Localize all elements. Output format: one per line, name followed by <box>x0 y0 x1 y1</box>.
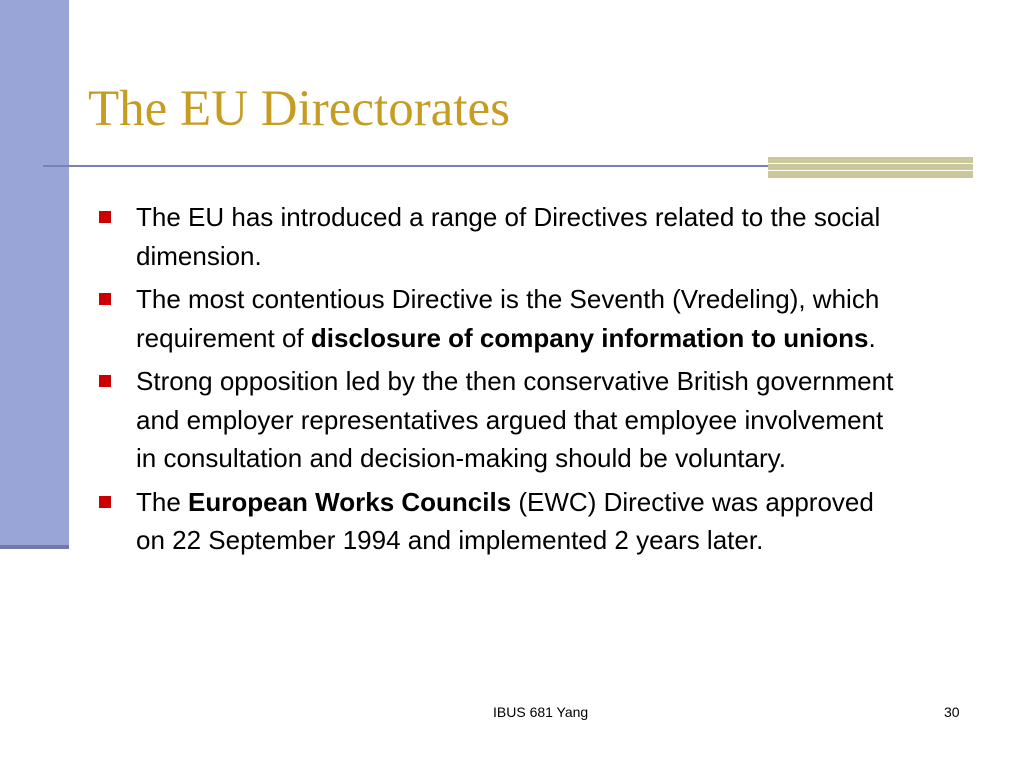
bullet-list <box>99 198 899 565</box>
left-accent-bar-edge <box>0 545 69 549</box>
decoration-stripe <box>768 157 973 163</box>
bullet-item <box>99 483 899 560</box>
page-number: 30 <box>944 704 960 720</box>
bullet-emphasis: disclosure of company information to unions <box>310 322 869 353</box>
decoration-stripe <box>768 171 973 178</box>
square-bullet-icon <box>99 496 111 508</box>
square-bullet-icon <box>99 211 111 223</box>
bullet-emphasis: European Works Councils <box>188 486 512 517</box>
bullet-item <box>99 280 899 357</box>
decoration-stripe <box>768 164 973 170</box>
bullet-item <box>99 198 899 275</box>
square-bullet-icon <box>99 293 111 305</box>
bullet-text: Strong opposition led by the then conservative British government and employer representatives argued that employee involvement in consultation and decision-making should be voluntary. <box>136 366 894 473</box>
bullet-text: The most contentious Directive is the Seventh (Vredeling), which requirement of <box>136 284 880 353</box>
square-bullet-icon <box>99 375 111 387</box>
footer-text: IBUS 681 Yang <box>493 704 589 720</box>
bullet-text-end: . <box>868 322 876 353</box>
bullet-item <box>99 362 899 478</box>
slide-title: The EU Directorates <box>88 81 510 137</box>
bullet-text: The EU has introduced a range of Directives related to the social dimension. <box>136 202 881 271</box>
left-accent-bar <box>0 0 69 548</box>
bullet-text-end: (EWC) Directive was approved on 22 September 1994 and implemented 2 years later. <box>136 486 874 555</box>
divider-decoration <box>768 157 973 178</box>
bullet-text: The <box>136 486 189 517</box>
